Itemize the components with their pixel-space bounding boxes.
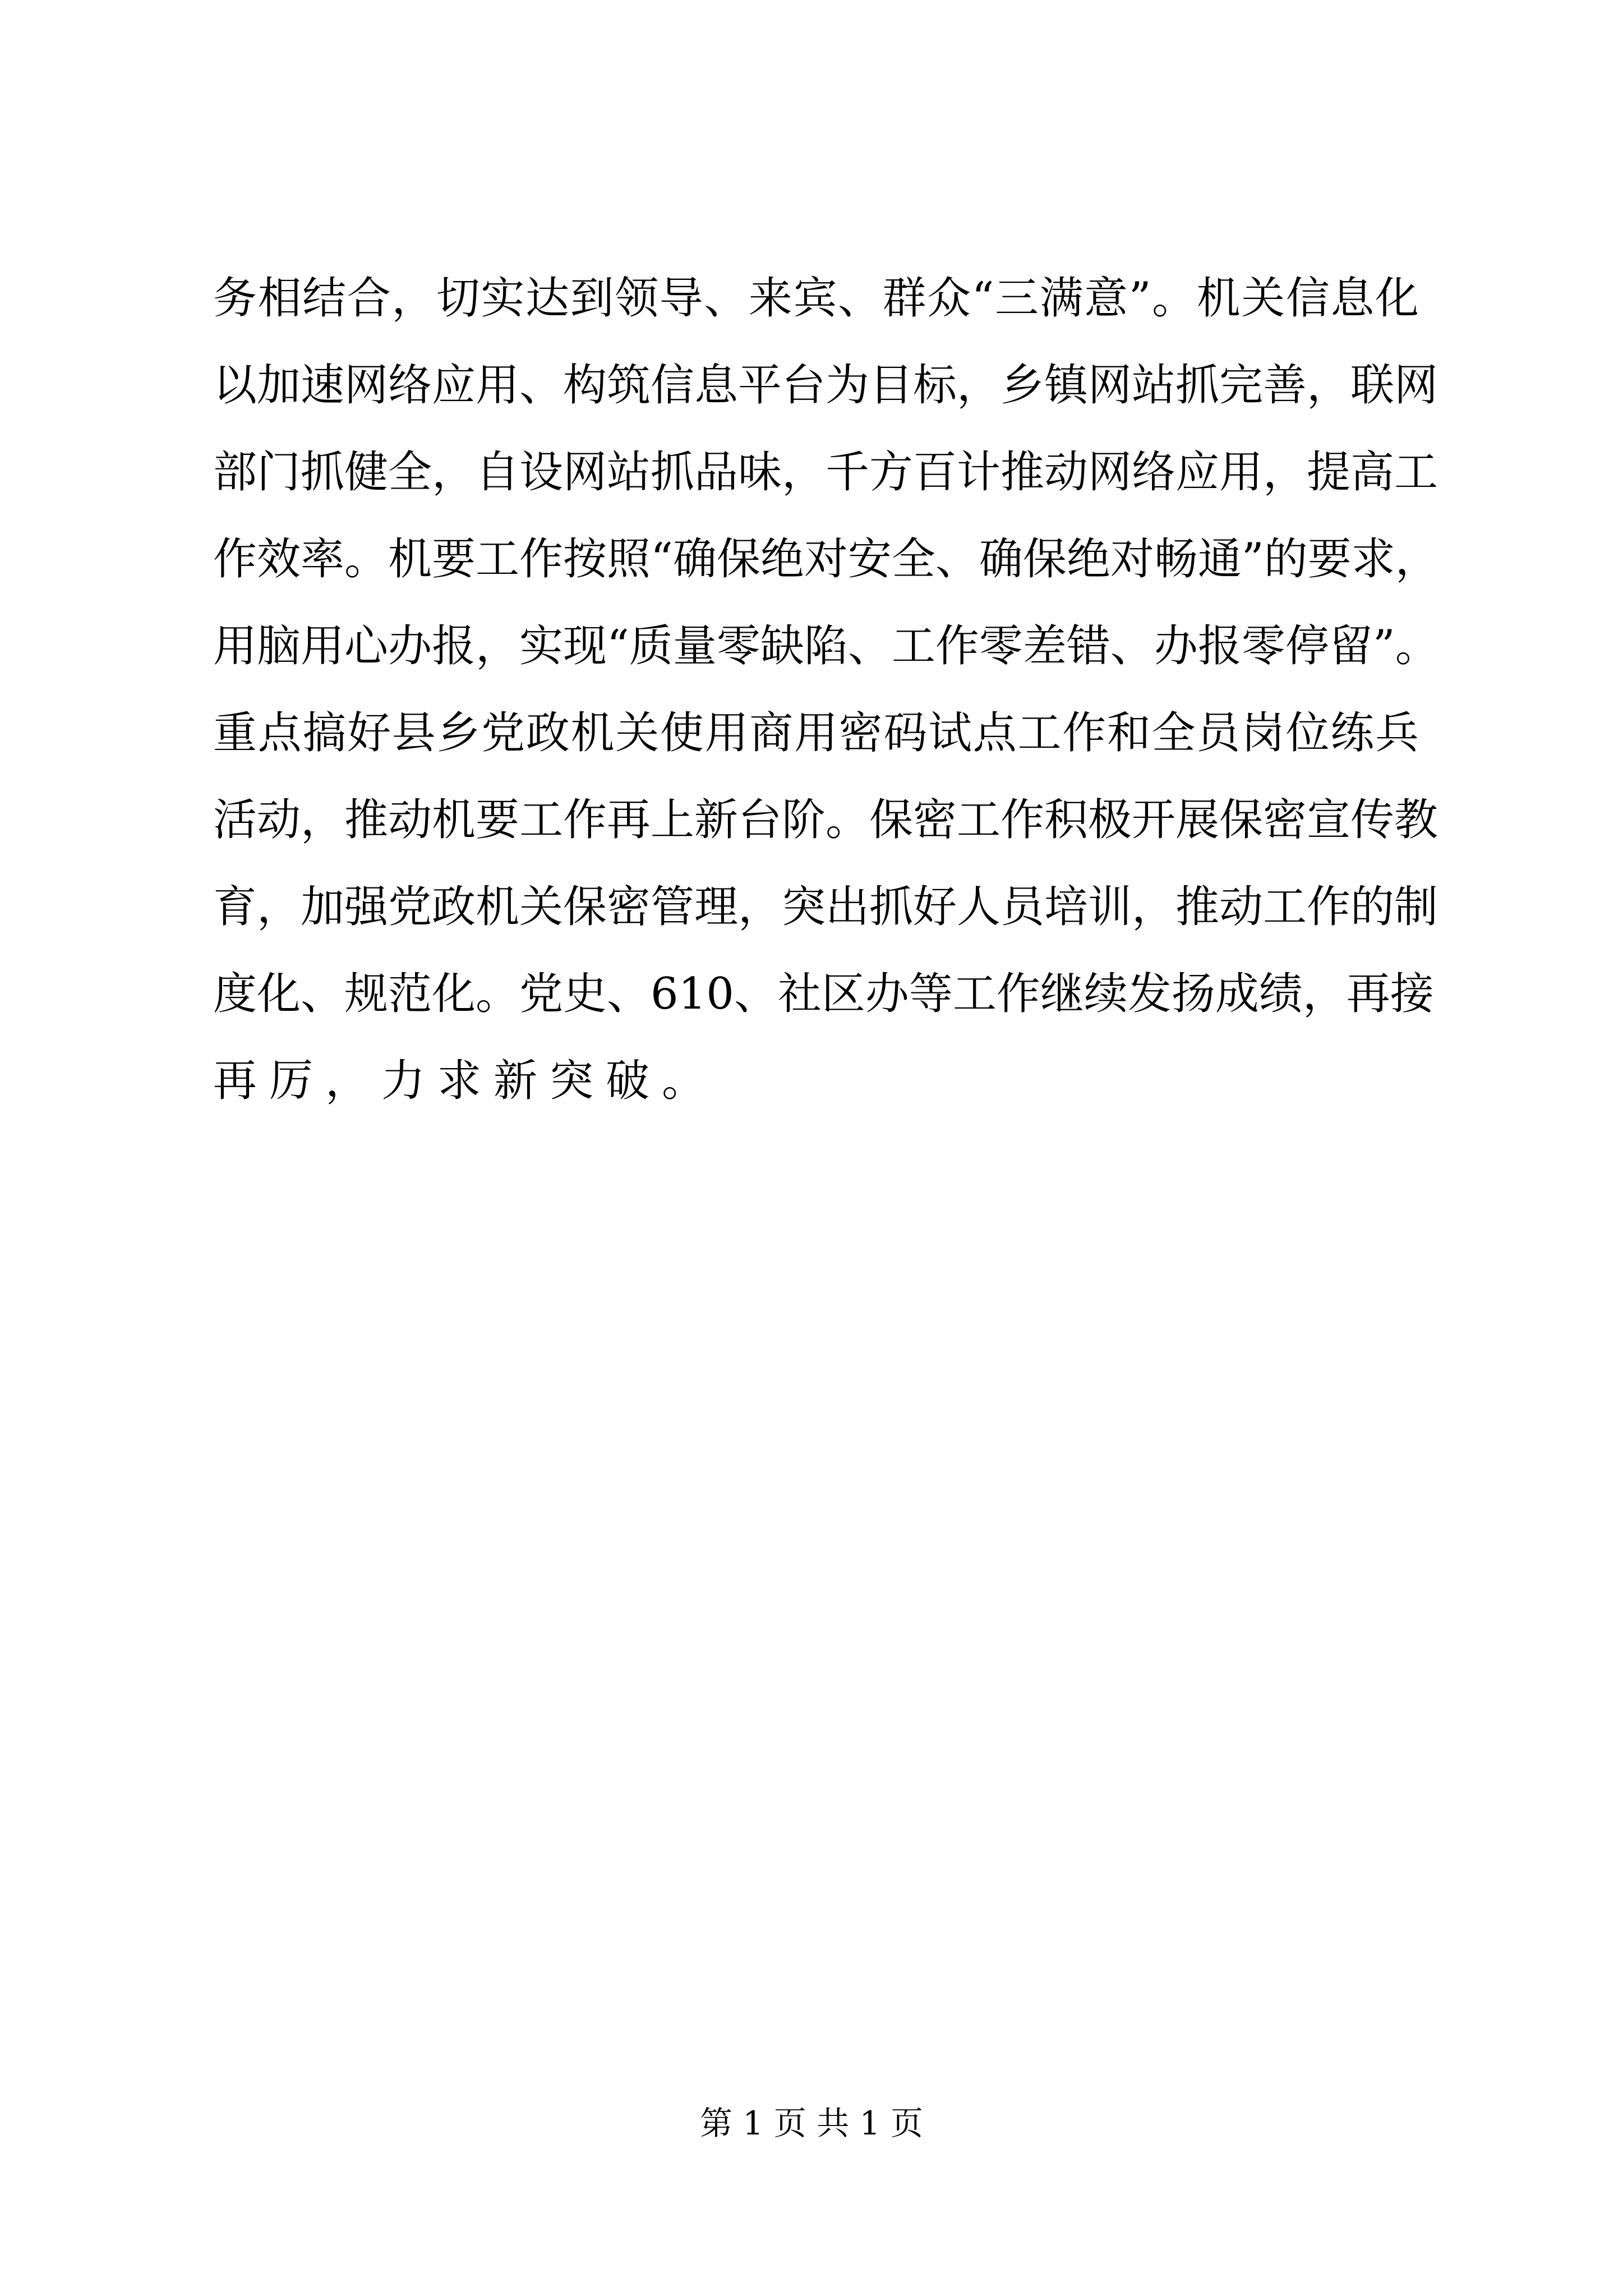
text-line: 度化、规范化。党史、610、社区办等工作继续发扬成绩，再接: [213, 969, 1434, 1019]
text-line: 作效率。机要工作按照“确保绝对安全、确保绝对畅通”的要求，: [213, 534, 1439, 585]
text-line: 用脑用心办报，实现“质量零缺陷、工作零差错、办报零停留”。: [213, 621, 1439, 671]
page-footer: 第 1 页 共 1 页: [700, 2104, 923, 2142]
text-line: 部门抓健全，自设网站抓品味，千方百计推动网络应用，提高工: [213, 447, 1438, 498]
text-line: 以加速网络应用、构筑信息平台为目标，乡镇网站抓完善，联网: [213, 360, 1438, 411]
body-paragraph: [213, 255, 1439, 1125]
text-line: 重点搞好县乡党政机关使用商用密码试点工作和全员岗位练兵: [213, 708, 1419, 758]
text-line: 再厉，力求新突破。: [213, 1056, 718, 1106]
text-line: 育，加强党政机关保密管理，突出抓好人员培训，推动工作的制: [213, 882, 1438, 932]
text-line: 务相结合，切实达到领导、来宾、群众“三满意”。机关信息化: [213, 273, 1419, 324]
text-line: 活动，推动机要工作再上新台阶。保密工作积极开展保密宣传教: [213, 795, 1438, 845]
